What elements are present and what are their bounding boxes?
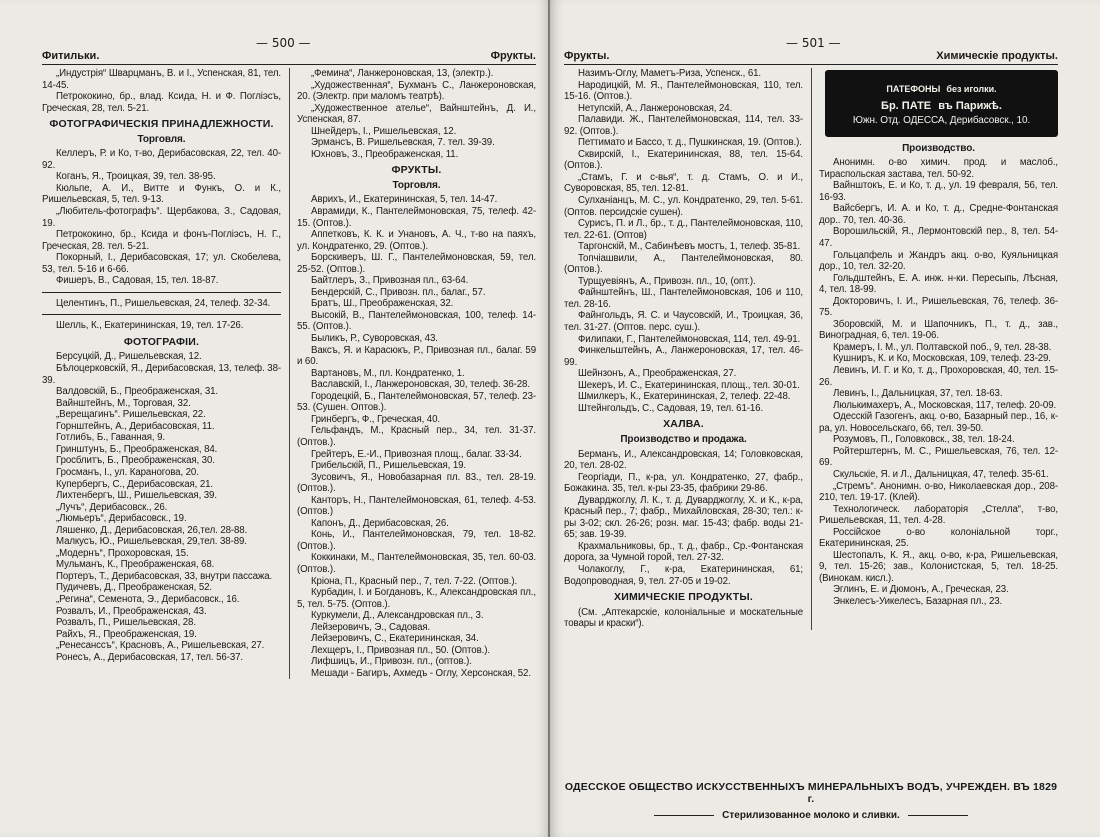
directory-entry: Петрококино, бр., Ксида и фонъ-Погліэсъ, Н. Г., Греческая, 28. тел. 5-21. [42,229,281,252]
section-heading: ФРУКТЫ. [391,164,442,177]
directory-entry: Таргонскій, М., Сабинѣевъ мостъ, 1, телеф. 35-81. [578,241,801,253]
directory-entry: Готлибъ, Б., Гаванная, 9. [56,432,165,444]
directory-entry: Люлькимахеръ, А., Московская, 117, телеф. 20-09. [833,399,1057,411]
directory-entry: „Художественное ателье“, Вайнштейнъ, Д. И., Успенская, 87. [297,102,536,126]
directory-entry: Палавиди. Ж., Пантелеймоновская, 114, тел. 33-92. (Оптов.). [564,114,803,137]
directory-entry: Бѣлоцерковскій, Я., Дерибасовская, 13, телеф. 38-39. [42,363,281,386]
columns [564,68,1058,630]
directory-entry: Берманъ, И., Александровская, 14; Головковская, 20, тел. 28-02. [564,448,803,472]
directory-entry: Гросманъ, І., ул. Караногова, 20. [56,466,199,478]
section-heading: ФОТОГРАФИЧЕСКІЯ ПРИНАДЛЕЖНОСТИ. [49,118,274,131]
directory-entry: (См. „Аптекарскіе, колоніальные и москательные товары и краски“). [564,606,803,630]
section-heading: ХИМИЧЕСКІЕ ПРОДУКТЫ. [614,591,753,604]
column-1 [42,68,281,679]
footer-rule [654,815,714,816]
directory-entry: „Лучъ“, Дерибасовск., 26. [56,501,168,513]
directory-entry: Ляшенко, Д., Дерибасовская, 26,тел. 28-88. [56,524,248,536]
columns [42,68,536,679]
directory-entry: Левинъ, І., Дальницкая, 37, тел. 18-63. [833,388,1003,400]
directory-entry: „Любитель-фотографъ“. Щербакова, З., Садовая, 19. [42,206,281,229]
footer-line-2-wrap [564,810,1058,821]
directory-entry: Файнштейнъ, Ш., Пантелеймоновская, 106 и 110, тел. 28-16. [564,287,803,310]
directory-entry: Георгіади, П., к-ра, ул. Кондратенко, 27, фабр., Божакина. 35, тел. к-ры 23-35, фабрики 29-86. [564,471,803,495]
directory-entry: Сулханіанцъ, М. С., ул. Кондратенко, 29, тел. 5-61. (Оптов. персидскіе сушен). [564,195,803,218]
directory-entry: „Регина“, Семенота, Э., Дерибасовск., 16. [56,593,240,605]
directory-entry: Вартановъ, М., пл. Кондратенко, 1. [311,367,465,379]
directory-entry: Гельфандъ, М., Красный пер., 34, тел. 31-37. (Оптов.). [297,425,536,448]
subsection-heading: Производство. [902,142,975,154]
directory-entry: „Индустрія“ Шварцманъ, В. и І., Успенская, 81, тел. 14-45. [42,68,281,91]
directory-entry: Шестопалъ, К. Я., акц. о-во, к-ра, Ришельевская, 9, тел. 15-26; зав., Колонистская, 5, тел. 18-25. (Винокам. кисл.). [819,549,1058,584]
directory-entry: Шнейдеръ, І., Ришельевская, 12. [311,125,457,137]
directory-entry: Шекеръ, И. С., Екатерининская, площ., тел. 30-01. [578,379,800,391]
header-right: Фрукты. [490,50,536,62]
directory-entry: Аврамиди, К., Пантелеймоновская, 75, телеф. 42-15. (Оптов.). [297,206,536,229]
directory-entry: Ронесъ, А., Дерибасовская, 17, тел. 56-37. [56,651,243,663]
directory-entry: Левинъ, И. Г. и Ко, т. д., Прохоровская, 40, тел. 15-26. [819,365,1058,388]
directory-entry: Грибельскій, П., Ришельевская, 19. [311,460,466,472]
subsection-heading: Производство и продажа. [620,433,747,445]
directory-entry: Штейнгольдъ, С., Садовая, 19, тел. 61-16. [578,402,764,414]
directory-entry: Шейнзонъ, А., Преображенская, 27. [578,368,737,380]
directory-entry: Дуварджоглу, Л. К., т. д. Дуварджоглу, Х. и К., к-ра, Красный пер., 7; фабр., Михайловская, 28-30; тел.: к-ры 3-02; скл. 26-26; розн. маг. 15-43; фабр. воды 21-65; зав. 19-39. [564,494,803,541]
directory-entry: Топчіашвили, А., Пантелеймоновская, 80. (Оптов.). [564,252,803,276]
column-1 [564,68,803,630]
directory-entry: Конь, И., Пантелеймоновская, 79, тел. 18-82. (Оптов.). [297,529,536,552]
directory-entry: Лифшицъ, И., Привозн. пл., (оптов.). [311,656,472,668]
subsection-heading: Торговля. [137,133,186,145]
directory-entry: Ройтерштернъ, М. С., Ришельевская, 76, тел. 12-69. [819,445,1058,469]
directory-entry: Петтимато и Бассо, т. д., Пушкинская, 19. (Оптов.). [578,137,802,149]
directory-entry: Высокій, В., Пантелеймоновская, 100, телеф. 14-55. (Оптов.). [297,309,536,333]
directory-entry: Вайсбергъ, И. А. и Ко, т. д., Средне-Фонтанская дор.. 70, тел. 40-36. [819,203,1058,226]
subsection-heading: Торговля. [392,179,441,191]
ad-title: ПАТЕФОНЫ [886,84,941,94]
gramophone-advertisement [825,70,1058,137]
ad-brand: Бр. ПАТЕ [881,99,932,112]
column-2 [289,68,536,679]
directory-entry: Лейзеровичъ, С., Екатерининская, 34. [311,633,479,645]
directory-entry: Бендерскій, С., Привозн. пл., балаг., 57. [311,286,486,298]
header-left: Фитильки. [42,50,100,62]
directory-entry: Капонъ, Д., Дерибасовская, 26. [311,517,449,529]
directory-entry: „Стамъ, Г. и с-вья“, т. д. Стамъ, О. и И., Суворовская, 85, тел. 12-81. [564,171,803,195]
directory-entry: Гольцапфель и Жандръ акц. о-во, Куяльницкая дор., 10, тел. 32-20. [819,249,1058,273]
directory-entry: Лехщеръ, І., Привозная пл., 50. (Оптов.). [311,644,490,656]
directory-entry: Филипаки, Г., Пантелеймоновская, 114, тел. 49-91. [578,333,801,345]
column-2 [811,68,1058,630]
directory-entry: Вайнштейнъ, М., Торговая, 32. [56,397,191,409]
directory-entry: Зусовичъ, Я., Новобазарная пл. 83., тел. 28-19. (Оптов.). [297,471,536,495]
running-header [42,50,536,65]
directory-entry: Братъ, Ш., Преображенская, 32. [311,298,454,310]
directory-entry: Россійское о-во колоніальной торг., Екатерининская, 25. [819,526,1058,550]
directory-entry: Ворошильскій, Я., Лермонтовскій пер., 8, тел. 54-47. [819,226,1058,250]
directory-entry: Городецкій, Б., Пантелеймоновская, 57, телеф. 23-53. (Сушен. Оптов.). [297,390,536,414]
directory-entry: Петрококино, бр., влад. Ксида, Н. и Ф. Погліэсъ, Греческая, 28, тел. 5-21. [42,91,281,114]
directory-entry: Берсуцкій, Д., Ришельевская, 12. [56,351,202,363]
directory-entry: Райхъ, Я., Преображенская, 19. [56,628,197,640]
footer-rule [908,815,968,816]
section-rule [42,314,281,315]
directory-entry: Народицкій, М. Я., Пантелеймоновская, 110, тел. 15-16. (Оптов.). [564,79,803,103]
directory-entry: Коккинаки, М., Пантелеймоновская, 35, тел. 60-03. (Оптов.). [297,552,536,575]
section-heading: ФОТОГРАФІИ. [123,335,200,348]
directory-entry: Назимъ-Оглу, Маметъ-Риза, Успенск., 61. [578,68,761,79]
ad-title-note: без иголки. [946,84,997,94]
directory-entry: Энкелесъ-Уикелесъ, Базарная пл., 23. [833,595,1003,607]
directory-entry: Розвалъ, И., Преображенская, 43. [56,605,207,617]
directory-entry: Крамеръ, І. М., ул. Полтавской поб., 9, тел. 28-38. [833,341,1052,353]
directory-entry: „Стремъ“. Анонимн. о-во, Николаевская дор., 208-210, тел. 19-17. (Клей). [819,480,1058,504]
directory-entry: Гринштунъ, Б., Преображенская, 84. [56,443,218,455]
directory-entry: Портеръ, Т., Дерибасовская, 33, внутри пассажа. [56,570,273,582]
directory-entry: Кушниръ, К. и Ко, Московская, 109, телеф. 23-29. [833,353,1051,365]
directory-entry: Быликъ, Р., Суворовская, 43. [311,333,438,345]
directory-entry: Эрмансъ, В. Ришельевская, 7. тел. 39-39. [311,137,495,149]
directory-entry: Гросблитъ, Б., Преображенская, 30. [56,455,215,467]
directory-entry: Коганъ, Я., Троицкая, 39, тел. 38-95. [56,171,216,183]
directory-entry: Технологическ. лабораторія „Стелла“, т-во, Ришельевская, 11, тел. 4-28. [819,503,1058,527]
ad-brand-note: въ Парижѣ. [938,99,1002,112]
directory-entry: Скульскіе, Я. и Л., Дальницкая, 47, телеф. 35-61. [833,468,1049,480]
directory-entry: Чолакоглу, Г., к-ра, Екатерининская, 61; Водопроводная, 9, тел. 27-05 и 19-02. [564,563,803,587]
directory-entry: Валдовскій, Б., Преображенская, 31. [56,386,218,398]
footer-line-2: Стерилизованное молоко и сливки. [722,810,900,821]
directory-entry: Купербергъ, С., Дерибасовская, 21. [56,478,213,490]
directory-entry: Вайнштокъ, Е. и Ко, т. д., ул. 19 февраля, 56, тел. 16-93. [819,180,1058,203]
directory-entry: Байтлеръ, З., Привозная пл., 63-64. [311,275,469,287]
directory-entry: Зборовскій, М. и Шапочникъ, П., т. д., зав., Виноградная, 6, тел. 19-06. [819,318,1058,342]
directory-entry: Борскиверъ, Ш. Г., Пантелеймоновская, 59, тел. 25-52. (Оптов.). [297,252,536,275]
directory-entry: Сурисъ, П. и Л., бр., т. д., Пантелеймоновская, 110, тел. 22-61. (Оптов) [564,218,803,241]
page-501 [550,0,1100,837]
directory-entry: „Ренесанссъ“, Красновъ, А., Ришельевская, 27. [56,640,265,652]
column-2-entries [819,143,1058,608]
directory-entry: Гольдштейнъ, Е. А. инж. н-ки. Пересыпь, Лѣсная, 4, тел. 18-99. [819,272,1058,296]
footer-advertisement [564,781,1058,821]
directory-entry: Пудичевъ, Д., Преображенская, 52. [56,582,213,594]
directory-entry: Эглинъ, Е. и Дюмонъ, А., Греческая, 23. [833,584,1009,596]
directory-entry: Докторовичъ, І. И., Ришельевская, 76, телеф. 36-75. [819,295,1058,319]
footer-line-1: ОДЕССКОЕ ОБЩЕСТВО ИСКУССТВЕННЫХЪ МИНЕРАЛЬНЫХЪ ВОДЪ, УЧРЕЖДЕН. ВЪ 1829 г. [564,781,1058,805]
directory-entry: Юхновъ, З., Преображенская, 11. [311,148,459,160]
directory-entry: Мульманъ, К., Преображенская, 68. [56,559,215,571]
directory-entry: Нетупскій, А., Ланжероновская, 24. [578,102,733,114]
directory-entry: Анонимн. о-во химич. прод. и маслоб., Тираспольская застава, тел. 50-92. [819,157,1058,180]
directory-entry: Розумовъ, П., Головковск., 38, тел. 18-24. [833,434,1015,446]
directory-entry: Розвалъ, П., Ришельевская, 28. [56,617,196,629]
directory-entry: Сквирскій, І., Екатерининская, 88, тел. 15-64. (Оптов.). [564,148,803,172]
header-right: Химическіе продукты. [936,50,1058,62]
directory-entry: Финкельштейнъ, А., Ланжероновская, 17, тел. 46-99. [564,345,803,368]
directory-entry: Шмилкеръ, К., Екатерининская, 2, телеф. 22-48. [578,391,791,403]
header-left: Фрукты. [564,50,610,62]
directory-entry: Курбадин, І. и Богдановъ, К., Александровская пл., 5, тел. 5-75. (Оптов.). [297,587,536,610]
directory-entry: „Верещагинъ“. Ришельевская, 22. [56,409,206,421]
running-header [564,50,1058,65]
directory-entry: Целентинъ, П., Ришельевская, 24, телеф. 32-34. [56,297,271,309]
directory-entry: Кріона, П., Красный пер., 7, тел. 7-22. (Оптов.). [311,575,518,587]
directory-entry: „Художественная“, Бухманъ С., Ланжероновская, 20. (Электр. при маломъ театрѣ). [297,79,536,103]
directory-entry: Горнштейнъ, А., Дерибасовская, 11. [56,420,215,432]
directory-entry: Грейтеръ, Е.-И., Привозная площ., балаг. 33-34. [311,448,522,460]
directory-entry: Лихтенбергъ, Ш., Ришельевская, 39. [56,490,217,502]
directory-entry: Куркумели, Д., Александровская пл., 3. [311,610,484,622]
directory-entry: Келлеръ, Р. и Ко, т-во, Дерибасовская, 22, тел. 40-92. [42,148,281,171]
directory-entry: Шелль, К., Екатерининская, 19, тел. 17-26. [56,320,244,332]
directory-entry: Аврихъ, И., Екатерининская, 5, тел. 14-47. [311,194,498,206]
directory-entry: Фишеръ, В., Садовая, 15, тел. 18-87. [56,275,219,287]
page-number: — 500 — [256,36,311,50]
directory-entry: Канторъ, Н., Пантелеймоновская, 61, телеф. 4-53. (Оптов.) [297,494,536,518]
directory-entry: Лейзеровичъ, Э., Садовая. [311,621,431,633]
directory-entry: Крахмальниковы, бр., т. д., фабр., Ср.-Фонтанская дорога, за Чумной горой, тел. 27-32. [564,540,803,564]
directory-entry: Турщуевіянъ, А., Привозн. пл., 10, (опт.). [578,275,756,287]
directory-entry: Малкусъ, Ю., Ришельевская, 29,тел. 38-89. [56,536,247,548]
section-heading: ХАЛВА. [663,418,704,431]
directory-entry: Покорный, І., Дерибасовская, 17; ул. Скобелева, 53, тел. 5-16 и 6-66. [42,252,281,275]
directory-entry: Мешади - Багиръ, Ахмедъ - Оглу, Херсонская, 52. [311,667,531,679]
directory-entry: Файнгольдъ, Я. С. и Чаусовскій, И., Троицкая, 36, тел. 31-27. (Оптов. перс. суш.). [564,310,803,334]
section-rule [42,292,281,293]
directory-entry: Ваксъ, Я. и Карасюкъ, Р., Привозная пл., балаг. 59 и 60. [297,344,536,368]
directory-entry: „Модернъ“, Прохоровская, 15. [56,547,189,559]
ad-address: Южн. Отд. ОДЕССА, Дерибасовск., 10. [852,115,1031,127]
directory-entry: Гринбергъ, Ф., Греческая, 40. [311,413,440,425]
directory-entry: Аппетковъ, К. К. и Унановъ, А. Ч., т-во на паяхъ, ул. Кондратенко, 29. (Оптов.). [297,229,536,252]
directory-entry: Ваславскій, І., Ланжероновская, 30, телеф. 36-28. [311,379,530,391]
directory-entry: „Фемина“, Ланжероновская, 13, (электр.). [311,68,494,79]
page-number: — 501 — [786,36,841,50]
directory-entry: Одесскій Газогенъ, акц. о-во, Базарный пер., 16, к-ра, ул. Новосельскаго, 66, тел. 39-50. [819,411,1058,434]
directory-entry: Кюльпе, А. И., Витте и Функъ, О. и К., Ришельевская, 5, тел. 9-13. [42,182,281,206]
directory-entry: „Люмьеръ“, Дерибасовск., 19. [56,513,187,525]
